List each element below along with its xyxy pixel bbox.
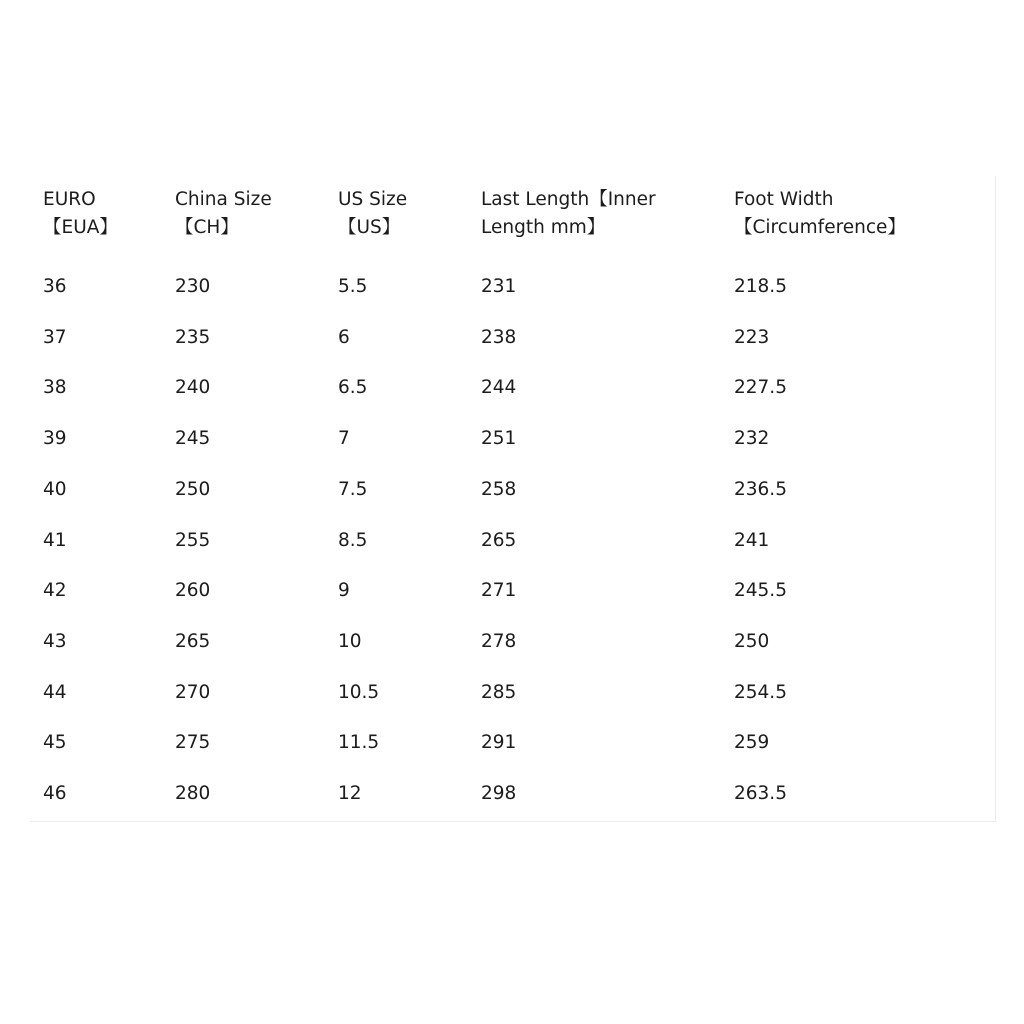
cell-china-size: 240 xyxy=(175,377,211,399)
table-row xyxy=(30,465,970,516)
cell-foot-width: 223 xyxy=(734,326,770,348)
table-header xyxy=(30,176,970,262)
cell-us-size: 12 xyxy=(338,783,362,805)
cell-euro: 43 xyxy=(43,630,67,652)
cell-foot-width: 254.5 xyxy=(734,681,787,703)
table-row xyxy=(30,313,970,364)
cell-foot-width: 236.5 xyxy=(734,478,787,500)
cell-china-size: 255 xyxy=(175,529,211,551)
cell-us-size: 10.5 xyxy=(338,681,380,703)
cell-last-length: 298 xyxy=(481,783,517,805)
cell-foot-width: 250 xyxy=(734,630,770,652)
cell-euro: 42 xyxy=(43,580,67,602)
column-header-foot-width: Foot Width 【Circumference】 xyxy=(734,189,906,238)
table-row xyxy=(30,363,970,414)
column-header-last-length: Last Length【Inner Length mm】 xyxy=(481,189,656,238)
cell-last-length: 271 xyxy=(481,580,517,602)
cell-euro: 41 xyxy=(43,529,67,551)
cell-last-length: 231 xyxy=(481,276,517,297)
cell-euro: 46 xyxy=(43,783,67,805)
column-header-us-size: US Size 【US】 xyxy=(338,189,408,238)
cell-china-size: 245 xyxy=(175,428,211,450)
size-chart-card xyxy=(30,176,996,822)
cell-us-size: 11.5 xyxy=(338,732,380,754)
cell-euro: 40 xyxy=(43,478,67,500)
table-body xyxy=(30,262,970,820)
cell-us-size: 6 xyxy=(338,326,350,348)
cell-last-length: 265 xyxy=(481,529,517,551)
cell-foot-width: 227.5 xyxy=(734,377,787,399)
table-row xyxy=(30,769,970,820)
table-row xyxy=(30,668,970,719)
cell-foot-width: 263.5 xyxy=(734,783,787,805)
column-header-euro: EURO 【EUA】 xyxy=(43,189,118,238)
cell-euro: 38 xyxy=(43,377,67,399)
cell-euro: 37 xyxy=(43,326,67,348)
table-row xyxy=(30,718,970,769)
table-row xyxy=(30,617,970,668)
cell-euro: 45 xyxy=(43,732,67,754)
cell-foot-width: 241 xyxy=(734,529,770,551)
cell-euro: 36 xyxy=(43,276,67,297)
cell-us-size: 5.5 xyxy=(338,276,368,297)
cell-china-size: 270 xyxy=(175,681,211,703)
cell-last-length: 285 xyxy=(481,681,517,703)
cell-euro: 44 xyxy=(43,681,67,703)
table-row xyxy=(30,414,970,465)
cell-china-size: 230 xyxy=(175,276,211,297)
cell-us-size: 10 xyxy=(338,630,362,652)
cell-china-size: 265 xyxy=(175,630,211,652)
cell-foot-width: 232 xyxy=(734,428,770,450)
table-row xyxy=(30,566,970,617)
table-row xyxy=(30,516,970,567)
size-chart-table xyxy=(30,176,970,820)
table-row xyxy=(30,262,970,313)
column-header-china-size: China Size 【CH】 xyxy=(175,189,272,238)
cell-last-length: 251 xyxy=(481,428,517,450)
cell-last-length: 258 xyxy=(481,478,517,500)
cell-china-size: 275 xyxy=(175,732,211,754)
cell-us-size: 7.5 xyxy=(338,478,368,500)
header-row xyxy=(30,176,970,262)
cell-last-length: 238 xyxy=(481,326,517,348)
cell-last-length: 291 xyxy=(481,732,517,754)
cell-us-size: 6.5 xyxy=(338,377,368,399)
cell-last-length: 244 xyxy=(481,377,517,399)
cell-us-size: 9 xyxy=(338,580,350,602)
cell-last-length: 278 xyxy=(481,630,517,652)
cell-china-size: 280 xyxy=(175,783,211,805)
cell-us-size: 7 xyxy=(338,428,350,450)
cell-china-size: 235 xyxy=(175,326,211,348)
cell-foot-width: 245.5 xyxy=(734,580,787,602)
cell-china-size: 260 xyxy=(175,580,211,602)
cell-foot-width: 259 xyxy=(734,732,770,754)
cell-euro: 39 xyxy=(43,428,67,450)
cell-china-size: 250 xyxy=(175,478,211,500)
cell-us-size: 8.5 xyxy=(338,529,368,551)
cell-foot-width: 218.5 xyxy=(734,276,787,297)
